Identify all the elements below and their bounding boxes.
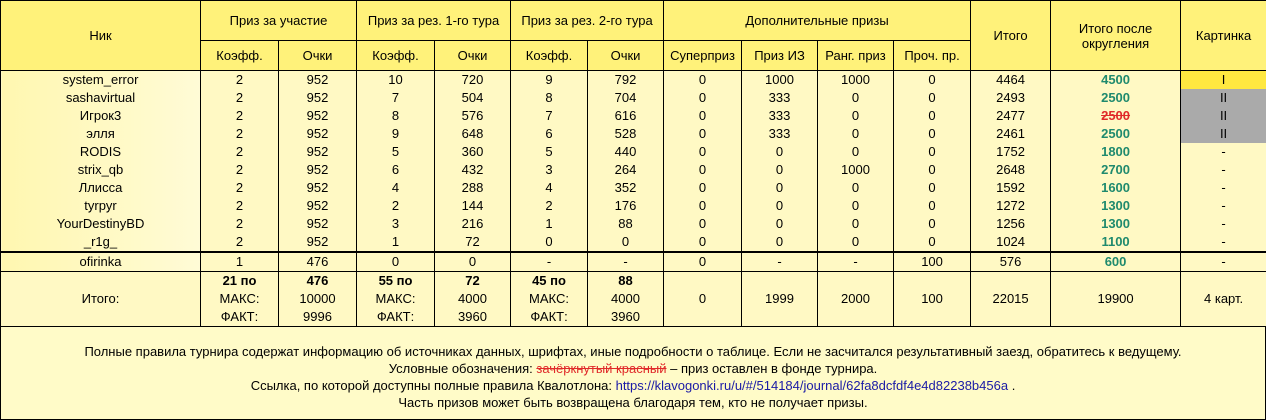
value-cell: 1024: [971, 233, 1051, 252]
value-cell: 0: [742, 179, 818, 197]
value-cell: 0: [742, 233, 818, 252]
value-cell: 72: [435, 233, 511, 252]
table-row: [1, 143, 1266, 161]
total-iz: 1999: [742, 272, 818, 327]
value-cell: 0: [818, 89, 894, 107]
value-cell: 0: [664, 89, 742, 107]
value-cell: 88: [588, 215, 664, 233]
value-cell: 1000: [742, 71, 818, 90]
value-cell: 10: [357, 71, 435, 90]
fact-label: ФАКТ:: [530, 309, 567, 324]
col-points: Очки: [435, 41, 511, 71]
nick-cell: Ллисса: [1, 179, 201, 197]
total-other: 100: [894, 272, 971, 327]
value-cell: 2: [201, 161, 279, 179]
value-cell: 2: [201, 71, 279, 90]
value-cell: 952: [279, 143, 357, 161]
col-rank-prize: Ранг. приз: [818, 41, 894, 71]
totals-row: [1, 272, 1266, 327]
totals-label: Итого:: [1, 272, 201, 327]
value-cell: 2: [201, 125, 279, 143]
value-cell: 952: [279, 71, 357, 90]
value-cell: 432: [435, 161, 511, 179]
col-coef: Коэфф.: [201, 41, 279, 71]
max-label: МАКС:: [529, 291, 569, 306]
legend-note: [1, 360, 1265, 377]
rounded-cell: 2700: [1051, 161, 1181, 179]
picture-cell: -: [1181, 161, 1266, 179]
value-cell: 0: [894, 89, 971, 107]
value-cell: 0: [894, 71, 971, 90]
rounded-cell: 2500: [1051, 89, 1181, 107]
value-cell: 1592: [971, 179, 1051, 197]
value-cell: -: [511, 252, 588, 272]
r2-max: 4000: [611, 291, 640, 306]
col-round2: Приз за рез. 2-го тура: [511, 1, 664, 41]
value-cell: 0: [818, 107, 894, 125]
col-total-rounded: Итого после округления: [1051, 1, 1181, 71]
p-pts: 476: [307, 273, 329, 288]
grand-total: 22015: [971, 272, 1051, 327]
link-suffix: .: [1008, 378, 1015, 393]
value-cell: 333: [742, 107, 818, 125]
picture-cell: II: [1181, 107, 1266, 125]
value-cell: 0: [818, 179, 894, 197]
value-cell: 3: [357, 215, 435, 233]
value-cell: 288: [435, 179, 511, 197]
value-cell: 176: [588, 197, 664, 215]
max-label: МАКС:: [220, 291, 260, 306]
value-cell: 8: [511, 89, 588, 107]
legend-suffix: – приз оставлен в фонде турнира.: [666, 361, 877, 376]
value-cell: 648: [435, 125, 511, 143]
value-cell: 528: [588, 125, 664, 143]
nick-cell: ofirinka: [1, 252, 201, 272]
picture-cell: -: [1181, 215, 1266, 233]
value-cell: 9: [357, 125, 435, 143]
r2-count: 45 по: [532, 273, 566, 288]
nick-cell: system_error: [1, 71, 201, 90]
rounded-cell: 1800: [1051, 143, 1181, 161]
col-superprize: Суперприз: [664, 41, 742, 71]
value-cell: 952: [279, 197, 357, 215]
col-points: Очки: [588, 41, 664, 71]
grand-rounded: 19900: [1051, 272, 1181, 327]
col-coef: Коэфф.: [357, 41, 435, 71]
value-cell: 0: [664, 179, 742, 197]
rules-link[interactable]: https://klavogonki.ru/u/#/514184/journal/62fa8dcfdf4e4d82238b456a: [616, 378, 1008, 393]
nick-cell: strix_qb: [1, 161, 201, 179]
table-row: [1, 89, 1266, 107]
value-cell: 1: [201, 252, 279, 272]
col-participation: Приз за участие: [201, 1, 357, 41]
value-cell: 352: [588, 179, 664, 197]
nick-cell: _r1g_: [1, 233, 201, 252]
value-cell: 1: [357, 233, 435, 252]
value-cell: 7: [511, 107, 588, 125]
value-cell: 216: [435, 215, 511, 233]
value-cell: 2: [201, 89, 279, 107]
r2-fact: 3960: [611, 309, 640, 324]
table-row: [1, 252, 1266, 272]
col-prize-iz: Приз ИЗ: [742, 41, 818, 71]
value-cell: 2: [201, 107, 279, 125]
value-cell: 1272: [971, 197, 1051, 215]
link-note: [1, 377, 1265, 394]
fact-label: ФАКТ:: [377, 309, 414, 324]
r2-pts: 88: [618, 273, 632, 288]
value-cell: 952: [279, 125, 357, 143]
r1-pts: 72: [465, 273, 479, 288]
value-cell: 0: [588, 233, 664, 252]
value-cell: 952: [279, 107, 357, 125]
nick-cell: элля: [1, 125, 201, 143]
picture-cell: -: [1181, 252, 1266, 272]
nick-cell: Игрок3: [1, 107, 201, 125]
max-label: МАКС:: [376, 291, 416, 306]
value-cell: 0: [435, 252, 511, 272]
col-picture: Картинка: [1181, 1, 1266, 71]
value-cell: 0: [664, 233, 742, 252]
value-cell: 4: [511, 179, 588, 197]
value-cell: 144: [435, 197, 511, 215]
value-cell: -: [588, 252, 664, 272]
value-cell: 1000: [818, 71, 894, 90]
value-cell: -: [818, 252, 894, 272]
value-cell: -: [742, 252, 818, 272]
picture-cell: -: [1181, 179, 1266, 197]
value-cell: 1: [511, 215, 588, 233]
value-cell: 0: [664, 252, 742, 272]
value-cell: 1752: [971, 143, 1051, 161]
col-total: Итого: [971, 1, 1051, 71]
table-row: [1, 161, 1266, 179]
value-cell: 6: [357, 161, 435, 179]
r1-max: 4000: [458, 291, 487, 306]
value-cell: 100: [894, 252, 971, 272]
legend-strike: зачёркнутый красный: [536, 361, 666, 376]
picture-cell: I: [1181, 71, 1266, 90]
value-cell: 0: [664, 125, 742, 143]
value-cell: 0: [818, 233, 894, 252]
value-cell: 2: [511, 197, 588, 215]
value-cell: 0: [664, 71, 742, 90]
nick-cell: RODIS: [1, 143, 201, 161]
value-cell: 4464: [971, 71, 1051, 90]
value-cell: 952: [279, 89, 357, 107]
value-cell: 2: [201, 197, 279, 215]
rounded-cell: 1100: [1051, 233, 1181, 252]
value-cell: 792: [588, 71, 664, 90]
value-cell: 704: [588, 89, 664, 107]
value-cell: 952: [279, 179, 357, 197]
table-row: [1, 179, 1266, 197]
p-max: 10000: [299, 291, 335, 306]
value-cell: 360: [435, 143, 511, 161]
value-cell: 2: [201, 143, 279, 161]
value-cell: 0: [664, 197, 742, 215]
value-cell: 264: [588, 161, 664, 179]
col-nick: Ник: [1, 1, 201, 71]
value-cell: 952: [279, 233, 357, 252]
value-cell: 504: [435, 89, 511, 107]
value-cell: 7: [357, 89, 435, 107]
value-cell: 1256: [971, 215, 1051, 233]
value-cell: 0: [818, 143, 894, 161]
value-cell: 576: [971, 252, 1051, 272]
rounded-cell: 1300: [1051, 197, 1181, 215]
rounded-cell: 1300: [1051, 215, 1181, 233]
col-other: Проч. пр.: [894, 41, 971, 71]
value-cell: 0: [894, 179, 971, 197]
value-cell: 0: [664, 143, 742, 161]
value-cell: 2: [201, 215, 279, 233]
value-cell: 0: [511, 233, 588, 252]
value-cell: 0: [894, 125, 971, 143]
value-cell: 4: [357, 179, 435, 197]
value-cell: 2477: [971, 107, 1051, 125]
value-cell: 0: [742, 143, 818, 161]
r1-fact: 3960: [458, 309, 487, 324]
picture-cell: -: [1181, 143, 1266, 161]
value-cell: 0: [664, 107, 742, 125]
value-cell: 440: [588, 143, 664, 161]
r1-count: 55 по: [379, 273, 413, 288]
table-row: [1, 125, 1266, 143]
table-row: [1, 71, 1266, 90]
value-cell: 0: [894, 107, 971, 125]
value-cell: 8: [357, 107, 435, 125]
value-cell: 952: [279, 215, 357, 233]
nick-cell: sashavirtual: [1, 89, 201, 107]
col-coef: Коэфф.: [511, 41, 588, 71]
value-cell: 0: [818, 215, 894, 233]
nick-cell: tyrpyr: [1, 197, 201, 215]
rules-note: Полные правила турнира содержат информацию об источниках данных, шрифтах, иные подробности о таблице. Если не засчитался результативный заезд, обратитесь к ведущему.: [1, 343, 1265, 360]
rounded-cell: 2500: [1051, 125, 1181, 143]
value-cell: 0: [818, 197, 894, 215]
table-row: [1, 197, 1266, 215]
legend-prefix: Условные обозначения:: [389, 361, 537, 376]
value-cell: 0: [894, 233, 971, 252]
rounded-cell: 4500: [1051, 71, 1181, 90]
value-cell: 2: [201, 179, 279, 197]
value-cell: 0: [664, 215, 742, 233]
total-super: 0: [664, 272, 742, 327]
value-cell: 0: [742, 197, 818, 215]
picture-cell: II: [1181, 89, 1266, 107]
total-rank: 2000: [818, 272, 894, 327]
picture-cell: -: [1181, 197, 1266, 215]
nick-cell: YourDestinyBD: [1, 215, 201, 233]
value-cell: 576: [435, 107, 511, 125]
value-cell: 0: [894, 197, 971, 215]
value-cell: 2: [201, 233, 279, 252]
value-cell: 1000: [818, 161, 894, 179]
value-cell: 476: [279, 252, 357, 272]
refund-note: Часть призов может быть возвращена благодаря тем, кто не получает призы.: [1, 394, 1265, 411]
p-fact: 9996: [303, 309, 332, 324]
value-cell: 0: [742, 161, 818, 179]
value-cell: 2493: [971, 89, 1051, 107]
total-pictures: 4 карт.: [1181, 272, 1266, 327]
value-cell: 0: [894, 143, 971, 161]
value-cell: 0: [894, 161, 971, 179]
col-extra: Дополнительные призы: [664, 1, 971, 41]
value-cell: 720: [435, 71, 511, 90]
value-cell: 5: [357, 143, 435, 161]
col-points: Очки: [279, 41, 357, 71]
table-row: [1, 107, 1266, 125]
value-cell: 0: [894, 215, 971, 233]
value-cell: 0: [357, 252, 435, 272]
rounded-cell: 2500: [1051, 107, 1181, 125]
value-cell: 0: [742, 215, 818, 233]
picture-cell: -: [1181, 233, 1266, 252]
value-cell: 952: [279, 161, 357, 179]
p-count: 21 по: [223, 273, 257, 288]
value-cell: 0: [818, 125, 894, 143]
value-cell: 3: [511, 161, 588, 179]
table-row: [1, 215, 1266, 233]
rounded-cell: 600: [1051, 252, 1181, 272]
value-cell: 2: [357, 197, 435, 215]
value-cell: 6: [511, 125, 588, 143]
value-cell: 2461: [971, 125, 1051, 143]
col-round1: Приз за рез. 1-го тура: [357, 1, 511, 41]
rounded-cell: 1600: [1051, 179, 1181, 197]
value-cell: 333: [742, 89, 818, 107]
value-cell: 333: [742, 125, 818, 143]
picture-cell: II: [1181, 125, 1266, 143]
value-cell: 0: [664, 161, 742, 179]
table-row: [1, 233, 1266, 252]
value-cell: 2648: [971, 161, 1051, 179]
link-prefix: Ссылка, по которой доступны полные правила Квалотлона:: [251, 378, 616, 393]
value-cell: 5: [511, 143, 588, 161]
fact-label: ФАКТ:: [221, 309, 258, 324]
value-cell: 9: [511, 71, 588, 90]
value-cell: 616: [588, 107, 664, 125]
footer-notes: [0, 327, 1266, 420]
